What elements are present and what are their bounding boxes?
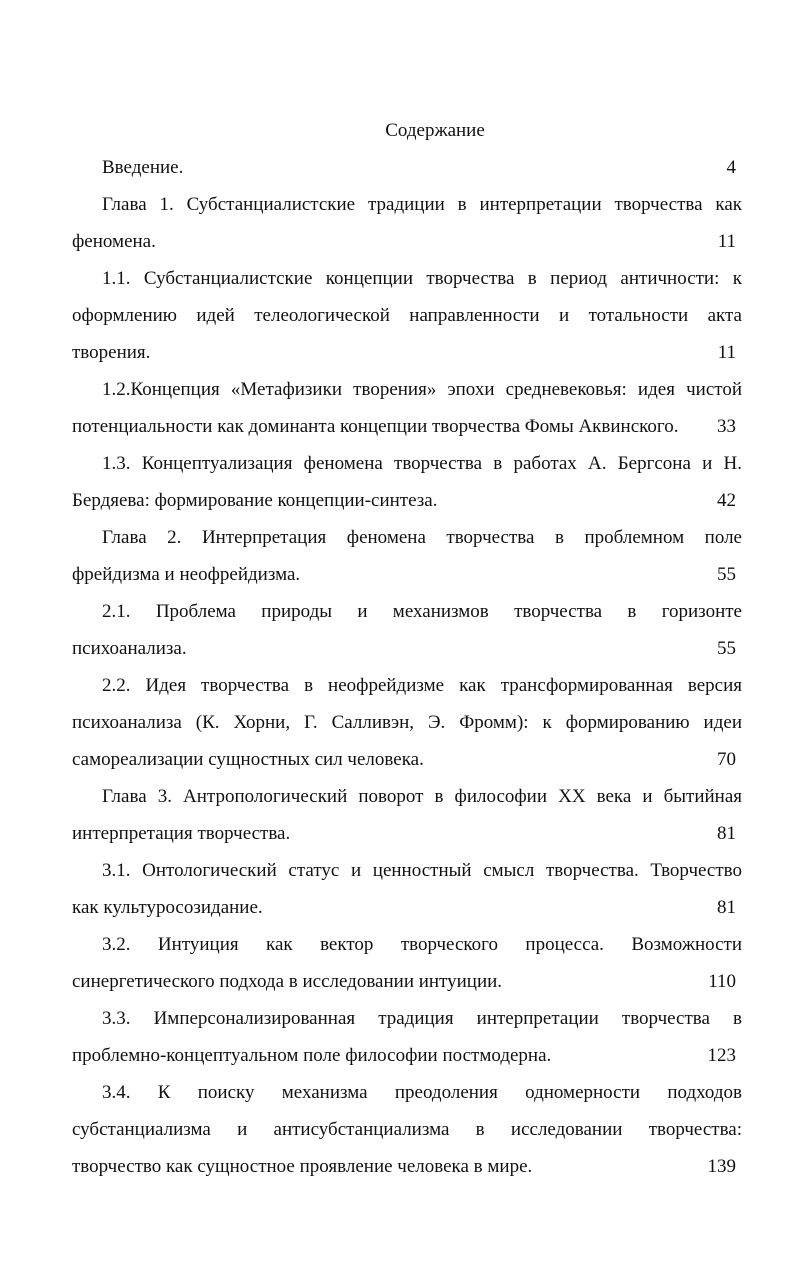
toc-entry-line: субстанциализма и антисубстанциализма в исследовании творчества: [72,1119,742,1140]
toc-page-number: 42 [717,490,736,511]
toc-entry-line: фрейдизма и неофрейдизма. [72,564,301,585]
toc-entry-line: Введение. [102,157,184,178]
toc-entry-line: 1.2.Концепция «Метафизики творения» эпохи средневековья: идея чистой [102,379,742,400]
toc-page-number: 33 [717,416,736,437]
toc-entry-line: Глава 2. Интерпретация феномена творчества в проблемном поле [102,527,742,548]
toc-page-number: 139 [707,1156,736,1177]
toc-page-number: 81 [717,823,736,844]
toc-page-number: 4 [726,157,736,178]
toc-entry-line: 2.2. Идея творчества в неофрейдизме как трансформированная версия [102,675,742,696]
toc-entry-line: Бердяева: формирование концепции-синтеза. [72,490,438,511]
page-title: Содержание [385,120,485,141]
toc-entry-line: как культуросозидание. [72,897,263,918]
toc-entry-line: самореализации сущностных сил человека. [72,749,424,770]
toc-entry-line: синергетического подхода в исследовании интуиции. [72,971,503,992]
toc-entry-line: 1.1. Субстанциалистские концепции творчества в период античности: к [102,268,742,289]
toc-page-number: 55 [717,564,736,585]
toc-page-number: 70 [717,749,736,770]
toc-entry-line: 3.2. Интуиция как вектор творческого процесса. Возможности [102,934,742,955]
toc-entry-line: творения. [72,342,151,363]
toc-entry-line: психоанализа. [72,638,187,659]
toc-page-number: 110 [708,971,736,992]
toc-entry-line: интерпретация творчества. [72,823,291,844]
toc-entry-line: оформлению идей телеологической направленности и тотальности акта [72,305,742,326]
toc-entry-line: Глава 3. Антропологический поворот в философии XX века и бытийная [102,786,742,807]
toc-entry-line: 1.3. Концептуализация феномена творчества в работах А. Бергсона и Н. [102,453,742,474]
toc-page-number: 11 [717,342,736,363]
toc-entry-line: потенциальности как доминанта концепции творчества Фомы Аквинского. [72,416,679,437]
toc-entry-line: 3.1. Онтологический статус и ценностный смысл творчества. Творчество [102,860,742,881]
toc-page-number: 11 [717,231,736,252]
toc-entry-line: психоанализа (К. Хорни, Г. Салливэн, Э. Фромм): к формированию идеи [72,712,742,733]
toc-entry-line: Глава 1. Субстанциалистские традиции в интерпретации творчества как [102,194,742,215]
toc-entry-line: 3.3. Имперсонализированная традиция интерпретации творчества в [102,1008,742,1029]
toc-page-number: 123 [707,1045,736,1066]
toc-entry-line: творчество как сущностное проявление человека в мире. [72,1156,533,1177]
toc-page-number: 81 [717,897,736,918]
toc-entry-line: проблемно-концептуальном поле философии постмодерна. [72,1045,552,1066]
toc-entry-line: 2.1. Проблема природы и механизмов творчества в горизонте [102,601,742,622]
toc-entry-line: феномена. [72,231,156,252]
toc-page-number: 55 [717,638,736,659]
toc-entry-line: 3.4. К поиску механизма преодоления одномерности подходов [102,1082,742,1103]
